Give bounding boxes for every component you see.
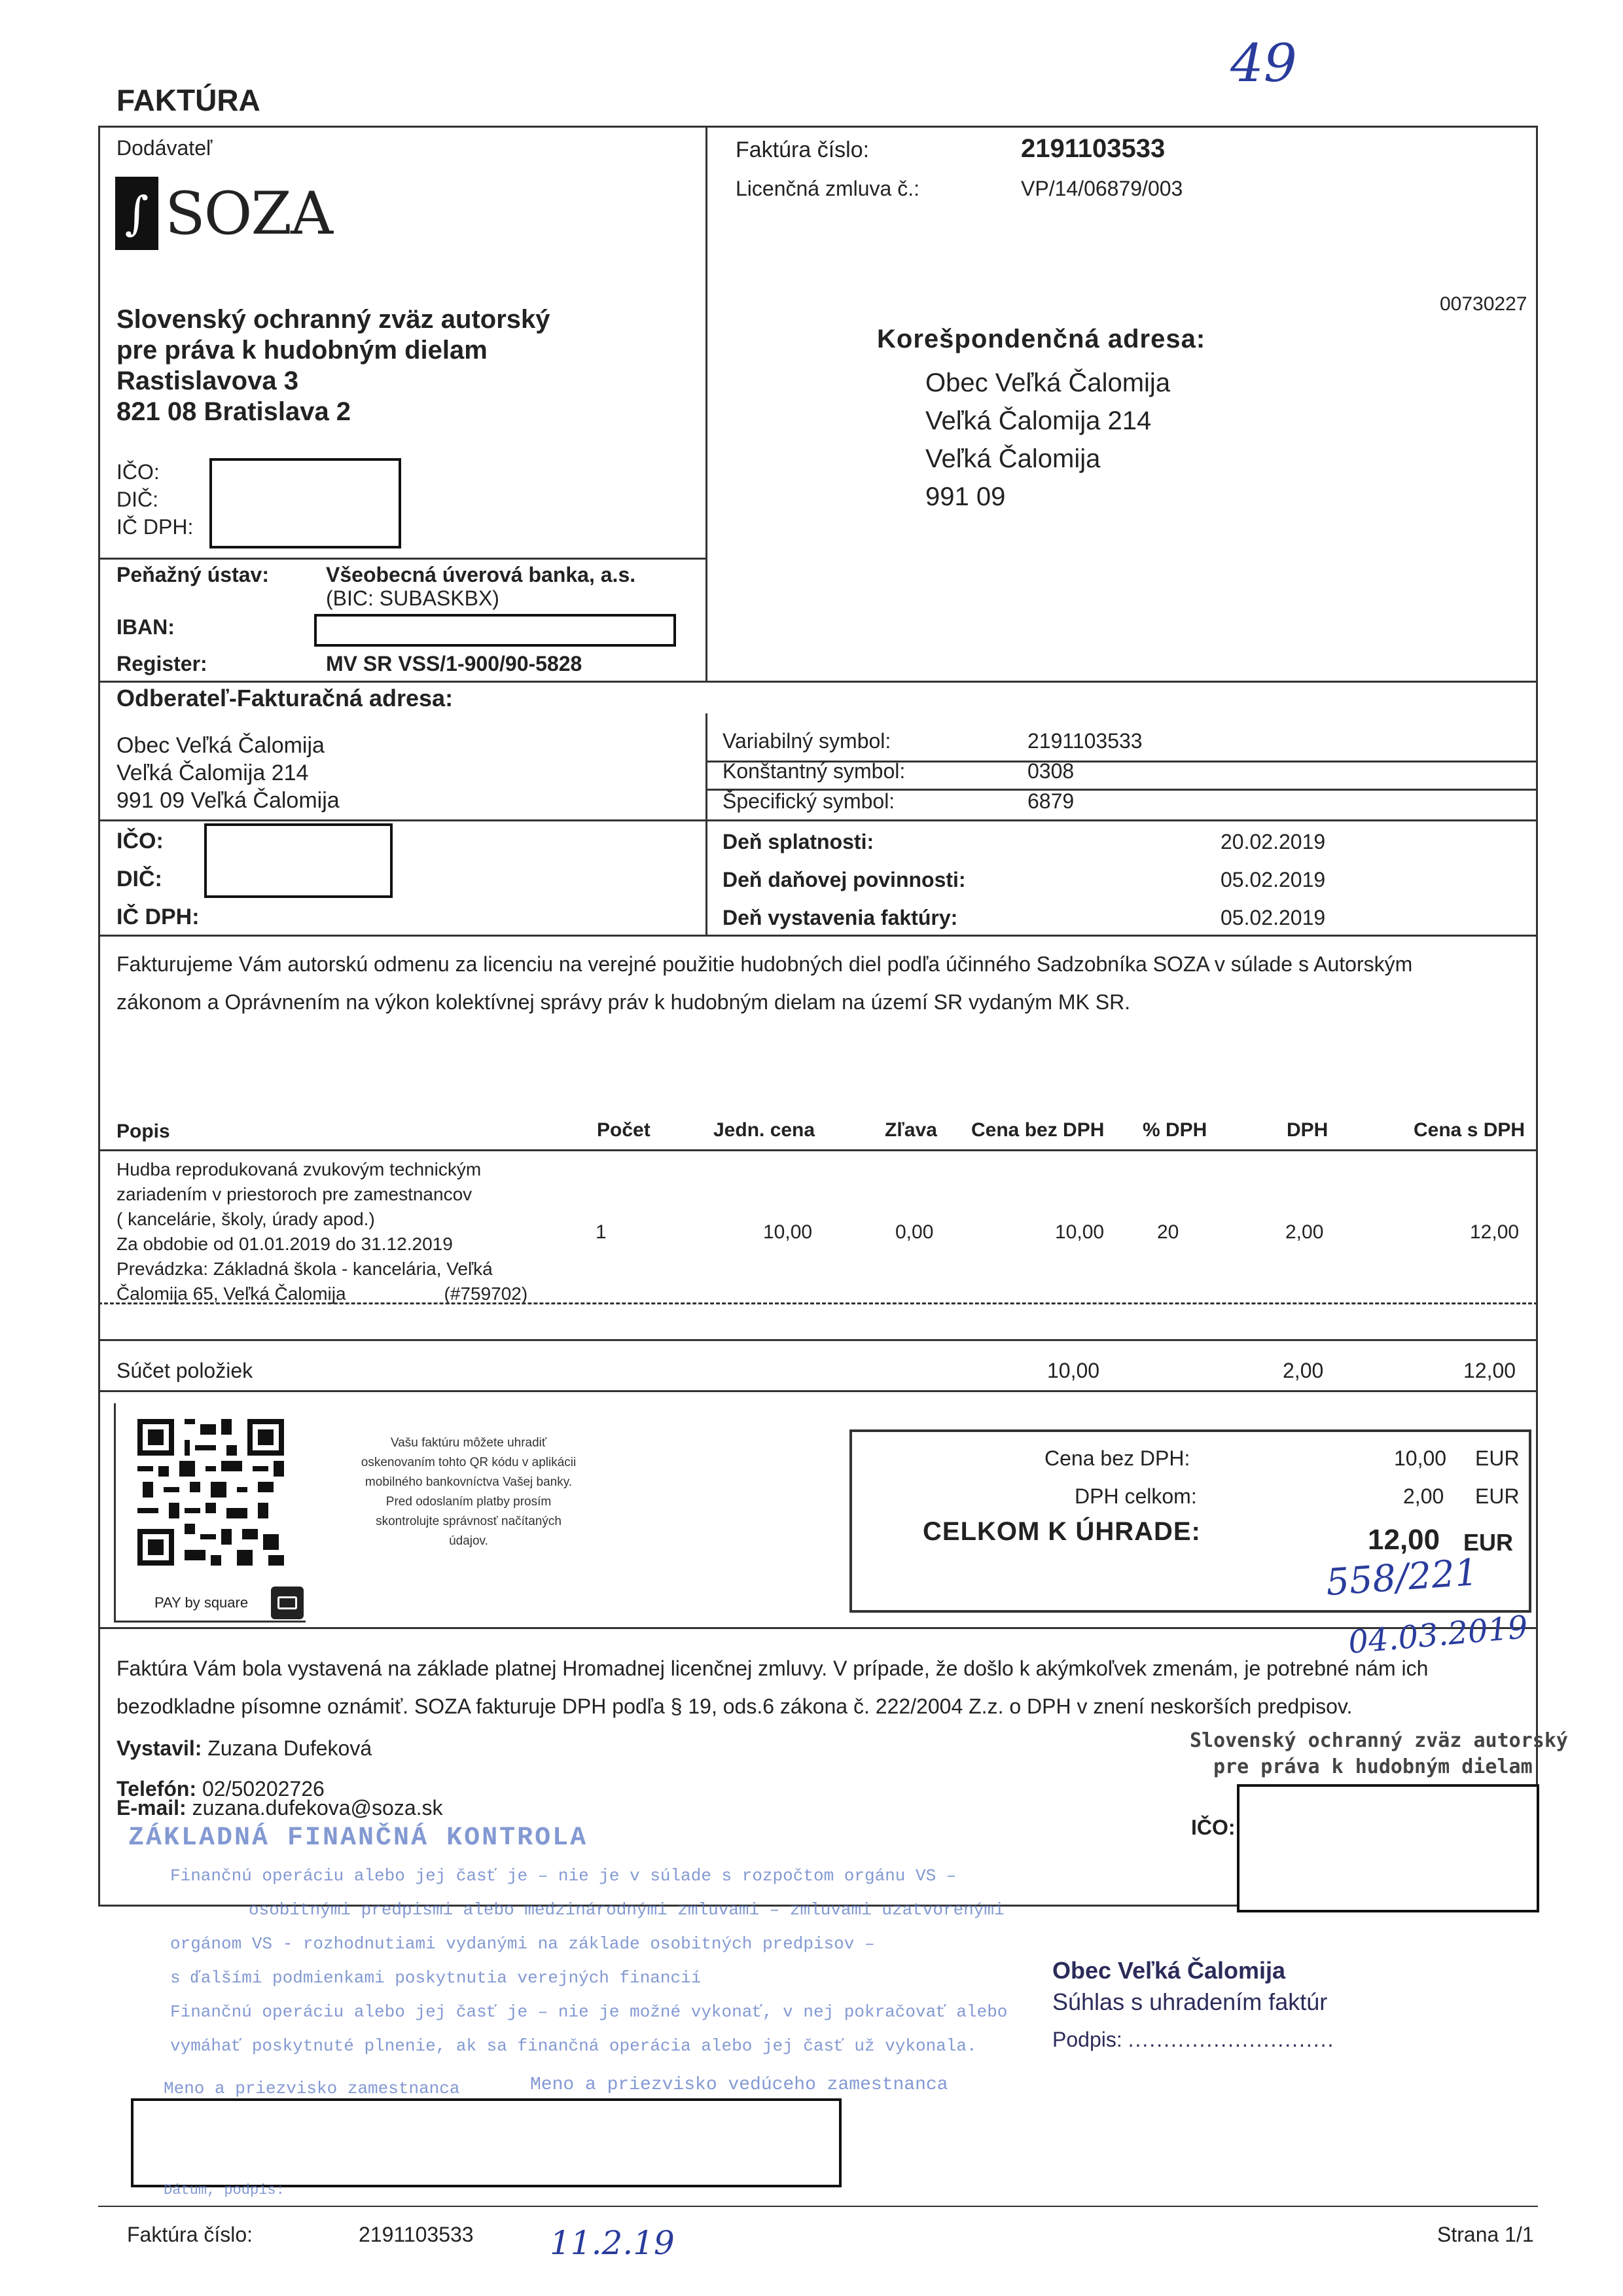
ico-label: IČO: [116, 460, 160, 484]
approval-stamp: Obec Veľká Čalomija Súhlas s uhradením faktúr Podpis: ............................. [1052, 1957, 1335, 2051]
legal-notice [116, 1649, 1530, 1725]
customer-section-label: Odberateľ-Fakturačná adresa: [116, 685, 454, 711]
col-net-price: Cena bez DPH [971, 1119, 1105, 1141]
client-code: 00730227 [1440, 293, 1527, 315]
control-stamp-line: s ďalšími podmienkami poskytnutia verejných financií [170, 1968, 702, 1988]
bank-label: Peňažný ústav: [116, 563, 269, 586]
col-discount: Zľava [885, 1119, 937, 1141]
control-stamp-employee: Meno a priezvisko zamestnanca [164, 2079, 460, 2098]
control-stamp [170, 1859, 1007, 2063]
col-vat: DPH [1287, 1119, 1329, 1141]
grand-total-currency: EUR [1463, 1529, 1514, 1556]
item-desc-line: Hudba reprodukovaná zvukovým technickým [116, 1159, 482, 1179]
footer-invoice-label: Faktúra číslo: [127, 2223, 253, 2246]
control-stamp-sign: Dátum, podpis: [164, 2182, 285, 2198]
divider [98, 558, 707, 560]
divider [98, 935, 1538, 937]
item-desc-line: Prevádzka: Základná škola - kancelária, Veľká [116, 1259, 493, 1279]
tax-date-label: Deň daňovej povinnosti: [722, 868, 966, 891]
issuer-org-stamp [1190, 1728, 1568, 1780]
item-desc-line: ( kancelárie, školy, úrady apod.) [116, 1209, 375, 1229]
approval-text: Súhlas s uhradením faktúr [1052, 1988, 1328, 2015]
handwritten-note-top: 49 [1230, 33, 1297, 94]
legal-notice-line: Faktúra Vám bola vystavená na základe platnej Hromadnej licenčnej zmluvy. V prípade, že došlo k akýmkoľvek zmenám, je potrebné nám ich [116, 1657, 1429, 1680]
vs-value: 2191103533 [1027, 729, 1143, 753]
phone-label: Telefón: [116, 1777, 197, 1801]
invoice-number: 2191103533 [1021, 134, 1166, 163]
sum-label: Súčet položiek [116, 1359, 253, 1382]
divider [98, 1339, 1538, 1341]
vs-label: Variabilný symbol: [722, 729, 891, 753]
email-link[interactable]: zuzana.dufekova@soza.sk [192, 1796, 443, 1820]
divider [98, 819, 1538, 821]
iban-label: IBAN: [116, 615, 175, 639]
invoice-number-label: Faktúra číslo: [736, 137, 870, 162]
due-date: 20.02.2019 [1221, 830, 1326, 853]
frame-left [98, 126, 100, 1906]
customer-line: 991 09 Veľká Čalomija [116, 788, 340, 813]
divider [98, 1627, 1538, 1629]
control-stamp-line: Finančnú operáciu alebo jej časť je – nie je možné vykonať, v nej pokračovať alebo [170, 2002, 1008, 2022]
invoice-intro-text [116, 945, 1524, 1021]
license-number: VP/14/06879/003 [1021, 177, 1183, 200]
footer-invoice-number: 2191103533 [359, 2223, 474, 2246]
grand-total-label: CELKOM K ÚHRADE: [923, 1517, 1201, 1546]
supplier-name-line: Slovenský ochranný zväz autorský [116, 305, 550, 334]
approval-sign-label: Podpis: [1052, 2028, 1122, 2051]
qr-note-line: mobilného bankovníctva Vašej banky. [365, 1475, 573, 1489]
frame-top [98, 126, 1538, 128]
supplier-ids [116, 458, 193, 541]
qr-note-line: oskenovaním tohto QR kódu v aplikácii [361, 1456, 577, 1469]
sum-net: 10,00 [1047, 1359, 1100, 1382]
frame-mid-bottom [705, 713, 707, 936]
control-stamp-title: ZÁKLADNÁ FINANČNÁ KONTROLA [128, 1823, 588, 1853]
redacted-iban [314, 614, 676, 647]
redacted-supplier-ids [209, 458, 401, 548]
control-stamp-line: osobitnými predpismi alebo medzinárodnými zmluvami – zmluvami uzatvorenými [249, 1900, 1005, 1920]
table-header-divider [98, 1149, 1538, 1151]
item-discount: 0,00 [895, 1221, 934, 1243]
issued-by-label: Vystavil: [116, 1736, 202, 1760]
issuer-ico-label: IČO: [1191, 1816, 1236, 1839]
issuer-org-line: Slovenský ochranný zväz autorský [1190, 1729, 1568, 1752]
qr-note-line: Vašu faktúru môžete uhradiť [390, 1436, 547, 1450]
ss-label: Špecifický symbol: [722, 789, 895, 813]
net-total: 10,00 [1394, 1446, 1447, 1470]
ks-label: Konštantný symbol: [722, 759, 906, 783]
register-label: Register: [116, 652, 207, 675]
tax-date: 05.02.2019 [1221, 868, 1326, 891]
email-label: E-mail: [116, 1796, 187, 1820]
handwritten-note-number: 558/221 [1325, 1551, 1480, 1605]
redacted-signatures [131, 2098, 842, 2187]
email-row [116, 1796, 443, 1820]
qr-instructions [344, 1433, 593, 1551]
sum-gross: 12,00 [1463, 1359, 1516, 1382]
supplier-street: Rastislavova 3 [116, 367, 298, 395]
invoice-title: FAKTÚRA [116, 83, 260, 117]
customer-address [116, 732, 340, 814]
item-id: (#759702) [444, 1283, 528, 1304]
phone: 02/50202726 [202, 1777, 325, 1801]
qr-note-line: údajov. [449, 1534, 488, 1548]
table-row [116, 1157, 527, 1306]
qr-code[interactable] [137, 1419, 284, 1566]
customer-icdph-label: IČ DPH: [116, 905, 200, 929]
customer-line: Veľká Čalomija 214 [116, 761, 309, 785]
redacted-customer-ids [204, 823, 393, 898]
pay-by-square-label: PAY by square [154, 1594, 249, 1611]
footer-divider [98, 2206, 1538, 2207]
col-gross-price: Cena s DPH [1414, 1119, 1525, 1141]
ss-value: 6879 [1027, 789, 1075, 813]
corr-line: Veľká Čalomija 214 [925, 406, 1152, 435]
supplier-city: 821 08 Bratislava 2 [116, 397, 351, 426]
issued-by: Zuzana Dufeková [207, 1736, 372, 1760]
item-dashed-divider [98, 1302, 1538, 1304]
control-stamp-line: orgánom VS - rozhodnutiami vydanými na základe osobitných predpisov – [170, 1934, 875, 1954]
vat-currency: EUR [1475, 1484, 1520, 1508]
due-label: Deň splatnosti: [722, 830, 874, 853]
grand-total: 12,00 [1368, 1524, 1440, 1556]
divider [98, 1390, 1538, 1392]
corr-line: 991 09 [925, 482, 1006, 511]
issue-date: 05.02.2019 [1221, 906, 1326, 929]
license-label: Licenčná zmluva č.: [736, 177, 920, 200]
item-net-price: 10,00 [1055, 1221, 1105, 1243]
vat-total-label: DPH celkom: [1075, 1484, 1197, 1508]
corr-line: Obec Veľká Čalomija [925, 368, 1171, 397]
supplier-section-label: Dodávateľ [116, 136, 213, 160]
redacted-issuer-id [1237, 1784, 1539, 1912]
item-quantity: 1 [596, 1221, 607, 1243]
frame-right [1536, 126, 1538, 1906]
sum-vat: 2,00 [1283, 1359, 1324, 1382]
intro-line: Fakturujeme Vám autorskú odmenu za licenciu na verejné použitie hudobných diel podľa účinného Sadzobníka SOZA v súlade s Autorským [116, 952, 1413, 976]
supplier-address [116, 304, 550, 427]
item-unit-price: 10,00 [763, 1221, 813, 1243]
issue-date-label: Deň vystavenia faktúry: [722, 906, 958, 929]
col-unit-price: Jedn. cena [713, 1119, 815, 1141]
dic-label: DIČ: [116, 488, 158, 511]
approval-org: Obec Veľká Čalomija [1052, 1957, 1286, 1984]
item-desc-line: zariadením v priestoroch pre zamestnancov [116, 1184, 473, 1204]
supplier-name-line: pre práva k hudobným dielam [116, 336, 488, 365]
pay-by-square-badge [154, 1594, 248, 1611]
net-currency: EUR [1475, 1446, 1520, 1470]
soza-logo-text: SOZA [165, 179, 332, 248]
bank-name: Všeobecná úverová banka, a.s. [326, 563, 636, 586]
net-total-label: Cena bez DPH: [1044, 1446, 1190, 1470]
item-desc-line: Za obdobie od 01.01.2019 do 31.12.2019 [116, 1234, 453, 1254]
corr-line: Veľká Čalomija [925, 444, 1101, 473]
intro-line: zákonom a Oprávnením na výkon kolektívnej správy práv k hudobným dielam na území SR vydaným MK SR. [116, 990, 1131, 1014]
divider [98, 681, 1538, 683]
qr-note-line: Pred odoslaním platby prosím [385, 1495, 552, 1509]
bank-bic: (BIC: SUBASKBX) [326, 586, 499, 610]
customer-dic-label: DIČ: [116, 867, 162, 891]
col-quantity: Počet [597, 1119, 651, 1141]
customer-ico-label: IČO: [116, 829, 164, 853]
control-stamp-line: Finančnú operáciu alebo jej časť je – nie je v súlade s rozpočtom orgánu VS – [170, 1866, 957, 1886]
issuer-org-line: pre práva k hudobným dielam [1213, 1755, 1533, 1778]
card-icon [271, 1587, 304, 1619]
correspondence-label: Korešpondenčná adresa: [877, 325, 1206, 353]
handwritten-note-date: 04.03.2019 [1347, 1609, 1529, 1661]
customer-line: Obec Veľká Čalomija [116, 733, 325, 758]
item-vat-rate: 20 [1157, 1221, 1179, 1243]
control-stamp-line: vymáhať poskytnuté plnenie, ak sa finančná operácia alebo jej časť už vykonala. [170, 2036, 977, 2056]
legal-notice-line: bezodkladne písomne oznámiť. SOZA fakturuje DPH podľa § 19, ods.6 zákona č. 222/2004 Z.z. o DPH v znení neskorších predpisov. [116, 1695, 1353, 1718]
vat-total: 2,00 [1403, 1484, 1444, 1508]
item-desc-line: Čalomija 65, Veľká Čalomija [116, 1283, 346, 1304]
soza-logo [115, 177, 332, 250]
ks-value: 0308 [1027, 759, 1075, 783]
qr-note-line: skontrolujte správnosť načítaných [376, 1515, 562, 1528]
register-value: MV SR VSS/1-900/90-5828 [326, 652, 582, 675]
col-description: Popis [116, 1121, 170, 1142]
page-number: Strana 1/1 [1437, 2223, 1534, 2246]
frame-mid-top [705, 126, 707, 682]
qr-code-icon [137, 1419, 284, 1566]
item-gross-price: 12,00 [1470, 1221, 1520, 1243]
soza-logo-icon: ∫ [115, 177, 158, 250]
item-vat: 2,00 [1285, 1221, 1324, 1243]
footer-handwritten-date: 11.2.19 [550, 2224, 675, 2262]
icdph-label: IČ DPH: [116, 515, 194, 539]
col-vat-rate: % DPH [1143, 1119, 1207, 1141]
correspondence-address [925, 364, 1170, 516]
control-stamp-manager: Meno a priezvisko vedúceho zamestnanca [530, 2075, 948, 2095]
